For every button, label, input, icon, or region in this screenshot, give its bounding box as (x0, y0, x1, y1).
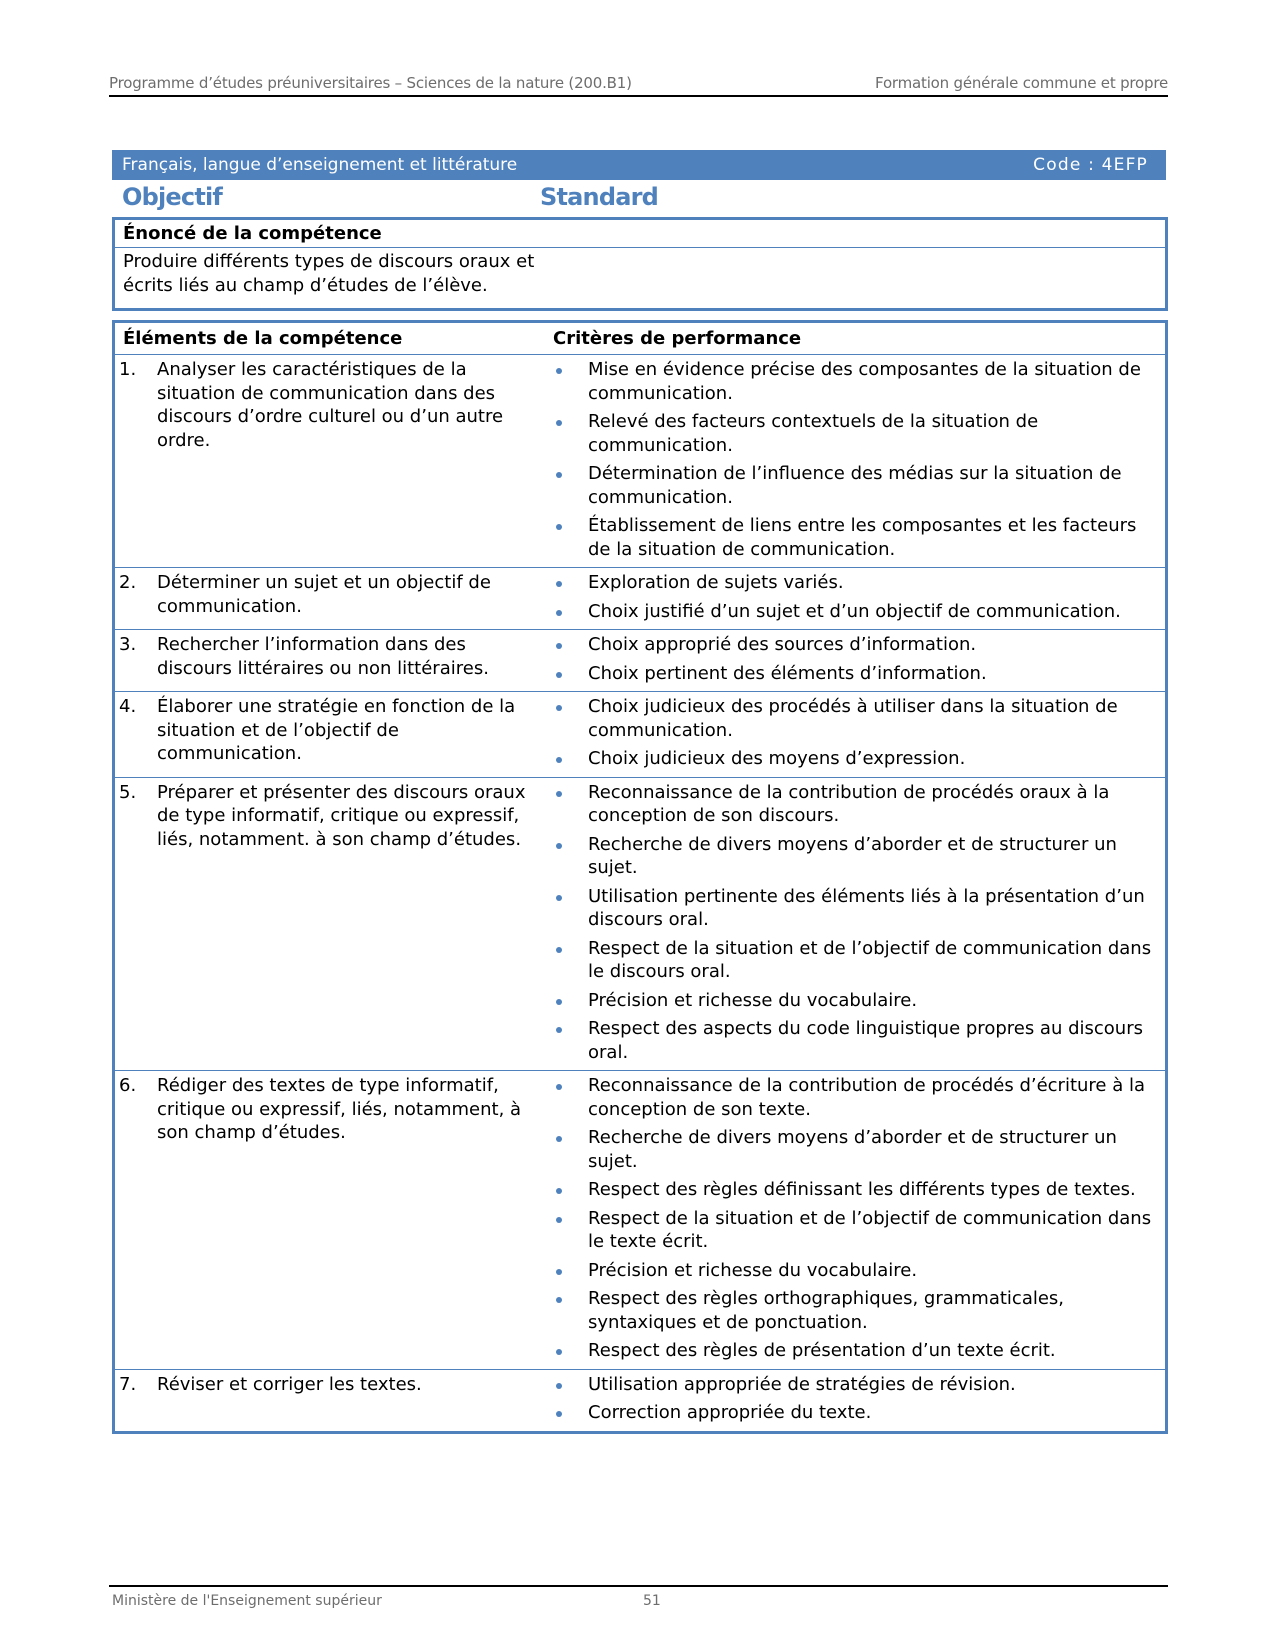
criteria-cell (544, 778, 1165, 1071)
page-number: 51 (643, 1593, 661, 1609)
table-row (115, 692, 1165, 778)
criterion-item (544, 1401, 1159, 1425)
page-header (109, 72, 1168, 97)
bullet-icon (544, 662, 588, 686)
criterion-item (544, 1339, 1159, 1363)
criterion-text: Mise en évidence précise des composantes de la situation de communication. (588, 359, 1141, 404)
criterion-text: Précision et richesse du vocabulaire. (588, 1259, 918, 1281)
element-cell (115, 630, 544, 691)
criterion-item (544, 358, 1159, 405)
element-number: 1. (119, 359, 137, 380)
bullet-icon (544, 781, 588, 828)
standard-heading: Standard (540, 183, 659, 211)
criteria-list (544, 778, 1165, 1071)
element-text: Déterminer un sujet et un objectif de communication. (157, 572, 491, 617)
criterion-text: Relevé des facteurs contextuels de la situation de communication. (588, 411, 1039, 456)
bullet-icon (544, 1259, 588, 1283)
criterion-item (544, 885, 1159, 932)
criterion-text: Exploration de sujets variés. (588, 572, 844, 593)
competency-element (115, 1370, 544, 1405)
criterion-item (544, 833, 1159, 880)
criterion-item (544, 571, 1159, 595)
bullet-icon (544, 1339, 588, 1363)
bullet-icon (544, 695, 588, 742)
criterion-item (544, 747, 1159, 771)
criterion-text: Choix approprié des sources d’information. (588, 634, 977, 655)
criterion-text: Respect de la situation et de l’objectif de communication dans le discours oral. (588, 937, 1152, 982)
criterion-item (544, 781, 1159, 828)
criterion-item (544, 1207, 1159, 1254)
criteria-cell (544, 630, 1165, 691)
criterion-item (544, 1287, 1159, 1334)
element-number: 3. (119, 634, 137, 655)
competency-statement-box (112, 217, 1168, 311)
element-number: 5. (119, 781, 137, 803)
criteria-cell (544, 692, 1165, 777)
course-title-bar (112, 150, 1166, 180)
criterion-text: Reconnaissance de la contribution de procédés oraux à la conception de son discours. (588, 781, 1110, 826)
bullet-icon (544, 1017, 588, 1064)
criterion-item (544, 937, 1159, 984)
element-text: Analyser les caractéristiques de la situation de communication dans des discours d’ordre culturel ou d’un autre ordre. (157, 359, 504, 451)
criterion-text: Utilisation appropriée de stratégies de révision. (588, 1373, 1016, 1395)
criteria-cell (544, 355, 1165, 567)
criterion-text: Détermination de l’influence des médias sur la situation de communication. (588, 463, 1122, 508)
table-row (115, 630, 1165, 692)
element-cell (115, 568, 544, 629)
criteria-list (544, 355, 1165, 567)
course-code: Code : 4EFP (1033, 155, 1148, 175)
course-title: Français, langue d’enseignement et littérature (122, 155, 518, 175)
competency-element (115, 355, 544, 460)
element-text: Élaborer une stratégie en fonction de la situation et de l’objectif de communication. (157, 696, 516, 764)
criterion-text: Précision et richesse du vocabulaire. (588, 989, 918, 1011)
footer-organization: Ministère de l'Enseignement supérieur (112, 1593, 382, 1609)
criterion-item (544, 600, 1159, 624)
element-cell (115, 1071, 544, 1369)
competency-element (115, 1071, 544, 1153)
criterion-text: Respect de la situation et de l’objectif de communication dans le texte écrit. (588, 1207, 1152, 1252)
program-title: Programme d’études préuniversitaires – Sciences de la nature (200.B1) (109, 74, 632, 92)
criteria-list (544, 630, 1165, 691)
criteria-list (544, 1071, 1165, 1369)
criterion-text: Choix pertinent des éléments d’information. (588, 662, 987, 684)
element-number: 2. (119, 572, 137, 593)
criterion-text: Choix judicieux des moyens d’expression. (588, 748, 966, 769)
objective-heading: Objectif (122, 183, 223, 211)
elements-column-header: Éléments de la compétence (123, 328, 403, 349)
element-text: Préparer et présenter des discours oraux de type informatif, critique ou expressif, liés, notamment. à son champ d’études. (157, 781, 526, 850)
competency-element (115, 778, 544, 860)
criterion-text: Établissement de liens entre les composantes et les facteurs de la situation de communication. (588, 515, 1137, 560)
bullet-icon (544, 571, 588, 595)
criterion-item (544, 989, 1159, 1013)
criteria-list (544, 692, 1165, 777)
criterion-item (544, 514, 1159, 561)
criterion-item (544, 1017, 1159, 1064)
criterion-text: Utilisation pertinente des éléments liés à la présentation d’un discours oral. (588, 885, 1145, 930)
element-number: 7. (119, 1373, 137, 1395)
bullet-icon (544, 1373, 588, 1397)
element-number: 4. (119, 696, 137, 717)
criteria-list (544, 1370, 1165, 1431)
competency-elements-table (112, 320, 1168, 1434)
section-title: Formation générale commune et propre (875, 74, 1168, 92)
criteria-cell (544, 1370, 1165, 1431)
table-row (115, 778, 1165, 1072)
criterion-item (544, 410, 1159, 457)
bullet-icon (544, 514, 588, 561)
criterion-text: Respect des règles orthographiques, grammaticales, syntaxiques et de ponctuation. (588, 1288, 1065, 1333)
criterion-text: Respect des aspects du code linguistique propres au discours oral. (588, 1018, 1143, 1063)
criteria-list (544, 568, 1165, 629)
criterion-text: Reconnaissance de la contribution de procédés d’écriture à la conception de son texte. (588, 1075, 1146, 1120)
bullet-icon (544, 833, 588, 880)
bullet-icon (544, 1074, 588, 1121)
criterion-item (544, 662, 1159, 686)
table-row (115, 1071, 1165, 1370)
competency-element (115, 568, 544, 626)
element-text: Réviser et corriger les textes. (157, 1373, 422, 1395)
criteria-cell (544, 568, 1165, 629)
element-number: 6. (119, 1075, 137, 1096)
element-cell (115, 778, 544, 1071)
bullet-icon (544, 989, 588, 1013)
bullet-icon (544, 1207, 588, 1254)
bullet-icon (544, 885, 588, 932)
bullet-icon (544, 747, 588, 771)
bullet-icon (544, 1287, 588, 1334)
table-row (115, 355, 1165, 568)
competency-element (115, 692, 544, 774)
criterion-item (544, 462, 1159, 509)
competency-statement-text: Produire différents types de discours oraux et écrits liés au champ d’études de l’élève. (123, 251, 535, 296)
criteria-column-header: Critères de performance (553, 328, 802, 349)
element-text: Rechercher l’information dans des discours littéraires ou non littéraires. (157, 634, 489, 679)
table-row (115, 568, 1165, 630)
bullet-icon (544, 462, 588, 509)
criterion-text: Respect des règles de présentation d’un texte écrit. (588, 1340, 1056, 1361)
criterion-item (544, 1178, 1159, 1202)
criterion-item (544, 1126, 1159, 1173)
criterion-text: Choix justifié d’un sujet et d’un objectif de communication. (588, 600, 1121, 622)
criterion-text: Correction appropriée du texte. (588, 1402, 872, 1423)
criteria-cell (544, 1071, 1165, 1369)
table-row (115, 1370, 1165, 1431)
bullet-icon (544, 358, 588, 405)
competency-element (115, 630, 544, 688)
bullet-icon (544, 1126, 588, 1173)
page-footer (109, 1585, 1168, 1615)
element-cell (115, 692, 544, 777)
criterion-text: Recherche de divers moyens d’aborder et de structurer un sujet. (588, 1127, 1117, 1172)
criterion-item (544, 695, 1159, 742)
competency-statement-heading: Énoncé de la compétence (115, 220, 1165, 248)
criterion-text: Recherche de divers moyens d’aborder et de structurer un sujet. (588, 833, 1117, 878)
bullet-icon (544, 1401, 588, 1425)
criterion-text: Respect des règles définissant les différents types de textes. (588, 1179, 1136, 1200)
bullet-icon (544, 600, 588, 624)
criterion-item (544, 1259, 1159, 1283)
criterion-item (544, 633, 1159, 657)
criterion-item (544, 1373, 1159, 1397)
criterion-item (544, 1074, 1159, 1121)
criterion-text: Choix judicieux des procédés à utiliser dans la situation de communication. (588, 696, 1118, 741)
element-text: Rédiger des textes de type informatif, critique ou expressif, liés, notamment, à son champ d’études. (157, 1075, 522, 1143)
element-cell (115, 1370, 544, 1431)
bullet-icon (544, 937, 588, 984)
bullet-icon (544, 1178, 588, 1202)
table-header-row (115, 323, 1165, 355)
bullet-icon (544, 410, 588, 457)
column-titles (112, 182, 1166, 216)
bullet-icon (544, 633, 588, 657)
element-cell (115, 355, 544, 567)
